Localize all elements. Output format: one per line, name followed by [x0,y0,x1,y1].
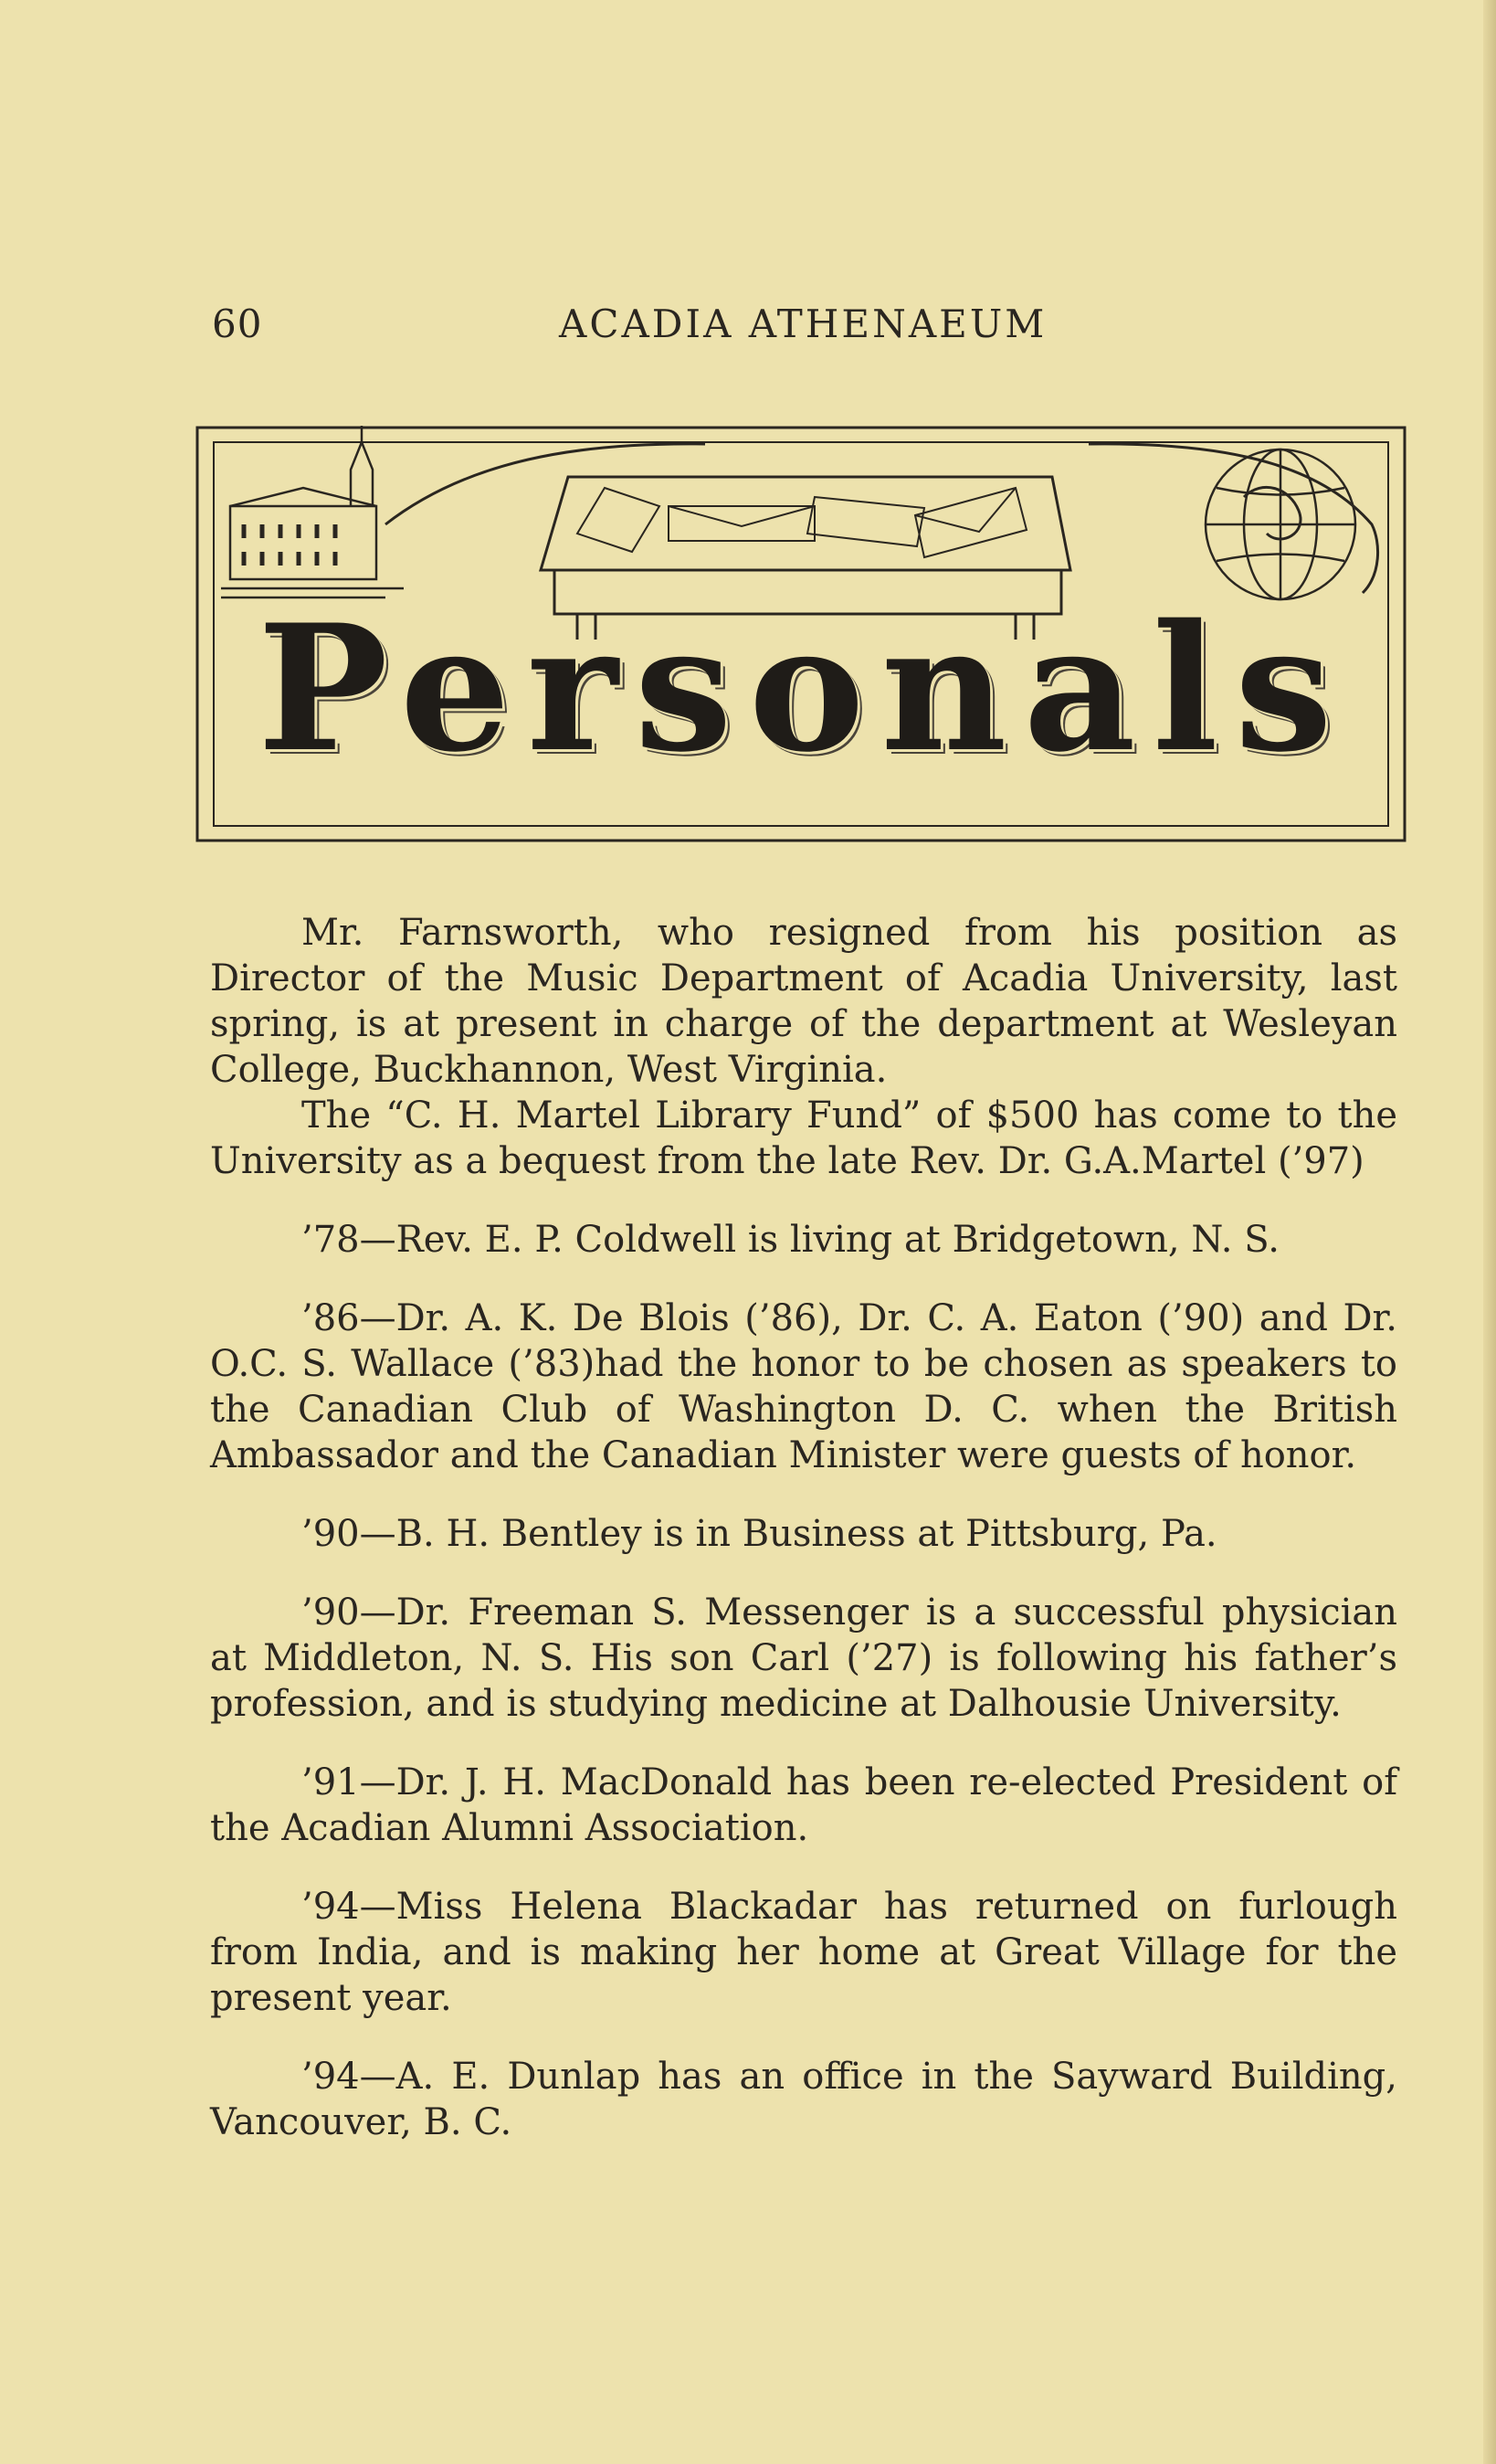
paragraph-class-90-bentley: ’90—B. H. Bentley is in Business at Pittsburg, Pa. [301,1513,1217,1555]
paragraph-class-90-messenger: ’90—Dr. Freeman S. Messenger is a successful physician at Middleton, N. S. His son Carl (’27) is following his father’s profession, and is studying medicine at Dalhousie University. [210,1592,1397,1725]
paragraph-class-86: ’86—Dr. A. K. De Blois (’86), Dr. C. A. Eaton (’90) and Dr. O.C. S. Wallace (’83)had the honor to be chosen as speakers to the Canadian Club of Washington D. C. when the British Ambassador and the Canadian Minister were guests of honor. [210,1297,1397,1476]
paragraph-class-94-dunlap: ’94—A. E. Dunlap has an office in the Sayward Building, Vancouver, B. C. [210,2056,1397,2143]
personals-banner [194,424,1408,846]
paragraph-class-78: ’78—Rev. E. P. Coldwell is living at Bridgetown, N. S. [301,1219,1280,1261]
paragraph-class-94-blackadar: ’94—Miss Helena Blackadar has returned on furlough from India, and is making her home at Great Village for the present year. [210,1886,1397,2019]
left-arc [385,444,705,524]
journal-title: ACADIA ATHENAEUM [559,301,1048,346]
paragraph-martel-fund: The “C. H. Martel Library Fund” of $500 has come to the University as a bequest from the late Rev. Dr. G.A.Martel (’97) [210,1095,1397,1182]
banner-title: Personals [258,587,1349,790]
page-number: 60 [212,301,263,346]
paragraph-farnsworth: Mr. Farnsworth, who resigned from his position as Director of the Music Department of Acadia University, last spring, is at present in charge of the department at Wesleyan College, Buckhannon, West Virginia. [210,912,1397,1091]
article-body [210,910,1397,2145]
running-head [212,301,1390,356]
globe-icon [1206,449,1355,599]
page-edge [1483,0,1496,2464]
college-building-icon [221,426,404,597]
paragraph-class-91: ’91—Dr. J. H. MacDonald has been re-elected President of the Acadian Alumni Association. [210,1761,1397,1849]
